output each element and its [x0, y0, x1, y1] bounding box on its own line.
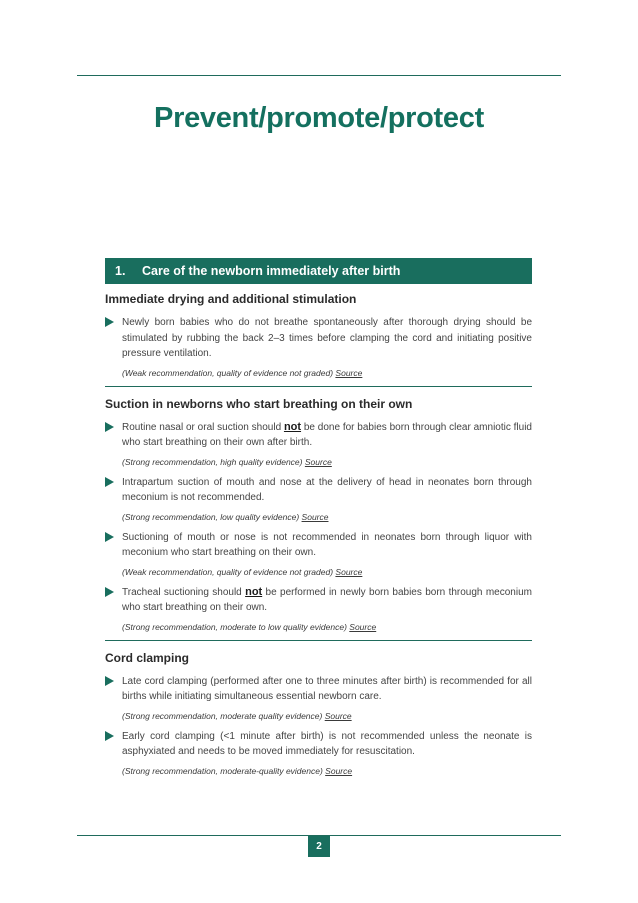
recommendation-item [105, 585, 532, 632]
triangle-bullet-icon [105, 587, 114, 597]
divider [105, 640, 532, 641]
section-number: 1. [115, 264, 126, 278]
recommendation-text: Newly born babies who do not breathe spontaneously after thorough drying should be stimulated by rubbing the back 2–3 times before clamping the cord and initiating positive pressure ventilation. [122, 317, 532, 359]
source-link[interactable]: Source [335, 566, 363, 577]
section-label: Care of the newborn immediately after birth [142, 264, 401, 278]
recommendation-text: Suctioning of mouth or nose is not recommended in neonates born through liquor with meconium who start breathing on their own. [122, 531, 532, 558]
subheading: Immediate drying and additional stimulation [105, 292, 357, 306]
source-link[interactable]: Source [349, 621, 377, 632]
evidence-note: (Strong recommendation, moderate to low quality evidence) Source [122, 621, 377, 632]
evidence-note: (Strong recommendation, moderate quality evidence) Source [122, 710, 352, 721]
source-link[interactable]: Source [304, 456, 332, 467]
evidence-note: (Weak recommendation, quality of evidence not graded) Source [122, 566, 363, 577]
recommendation-item [105, 475, 532, 522]
recommendation-text: Late cord clamping (performed after one to three minutes after birth) is recommended for all births while initiating simultaneous essential newborn care. [122, 675, 532, 702]
divider [105, 386, 532, 387]
triangle-bullet-icon [105, 676, 114, 686]
recommendation-item [105, 729, 532, 776]
recommendation-item [105, 674, 532, 721]
recommendation-item [105, 530, 532, 577]
source-link[interactable]: Source [335, 367, 363, 378]
source-link[interactable]: Source [301, 511, 329, 522]
recommendation-text: Intrapartum suction of mouth and nose at the delivery of head in neonates born through meconium is not recommended. [122, 476, 532, 503]
emphasis-not: not [245, 585, 263, 598]
recommendation-item [105, 315, 532, 378]
page-title: Prevent/promote/protect [154, 102, 484, 134]
triangle-bullet-icon [105, 477, 114, 487]
triangle-bullet-icon [105, 422, 114, 432]
source-link[interactable]: Source [325, 765, 353, 776]
recommendation-text: Tracheal suctioning should not be performed in newly born babies born through meconium who start breathing on their own. [122, 585, 532, 613]
triangle-bullet-icon [105, 532, 114, 542]
evidence-note: (Strong recommendation, moderate-quality evidence) Source [122, 765, 353, 776]
recommendation-text: Early cord clamping (<1 minute after birth) is not recommended unless the neonate is asphyxiated and needs to be moved immediately for resuscitation. [122, 730, 532, 757]
subheading: Suction in newborns who start breathing on their own [105, 396, 413, 411]
subheading: Cord clamping [105, 650, 190, 665]
evidence-note: (Weak recommendation, quality of evidence not graded) Source [122, 367, 363, 378]
recommendation-item [105, 420, 532, 467]
recommendations [105, 292, 532, 784]
top-rule [77, 75, 561, 76]
page-number: 2 [308, 836, 330, 857]
recommendation-text: Routine nasal or oral suction should not be done for babies born through clear amniotic fluid who start breathing on their own after birth. [122, 420, 532, 448]
triangle-bullet-icon [105, 731, 114, 741]
section-header [105, 258, 532, 284]
evidence-note: (Strong recommendation, high quality evidence) Source [122, 456, 332, 467]
triangle-bullet-icon [105, 317, 114, 327]
evidence-note: (Strong recommendation, low quality evidence) Source [122, 511, 329, 522]
source-link[interactable]: Source [324, 710, 352, 721]
emphasis-not: not [283, 420, 302, 433]
